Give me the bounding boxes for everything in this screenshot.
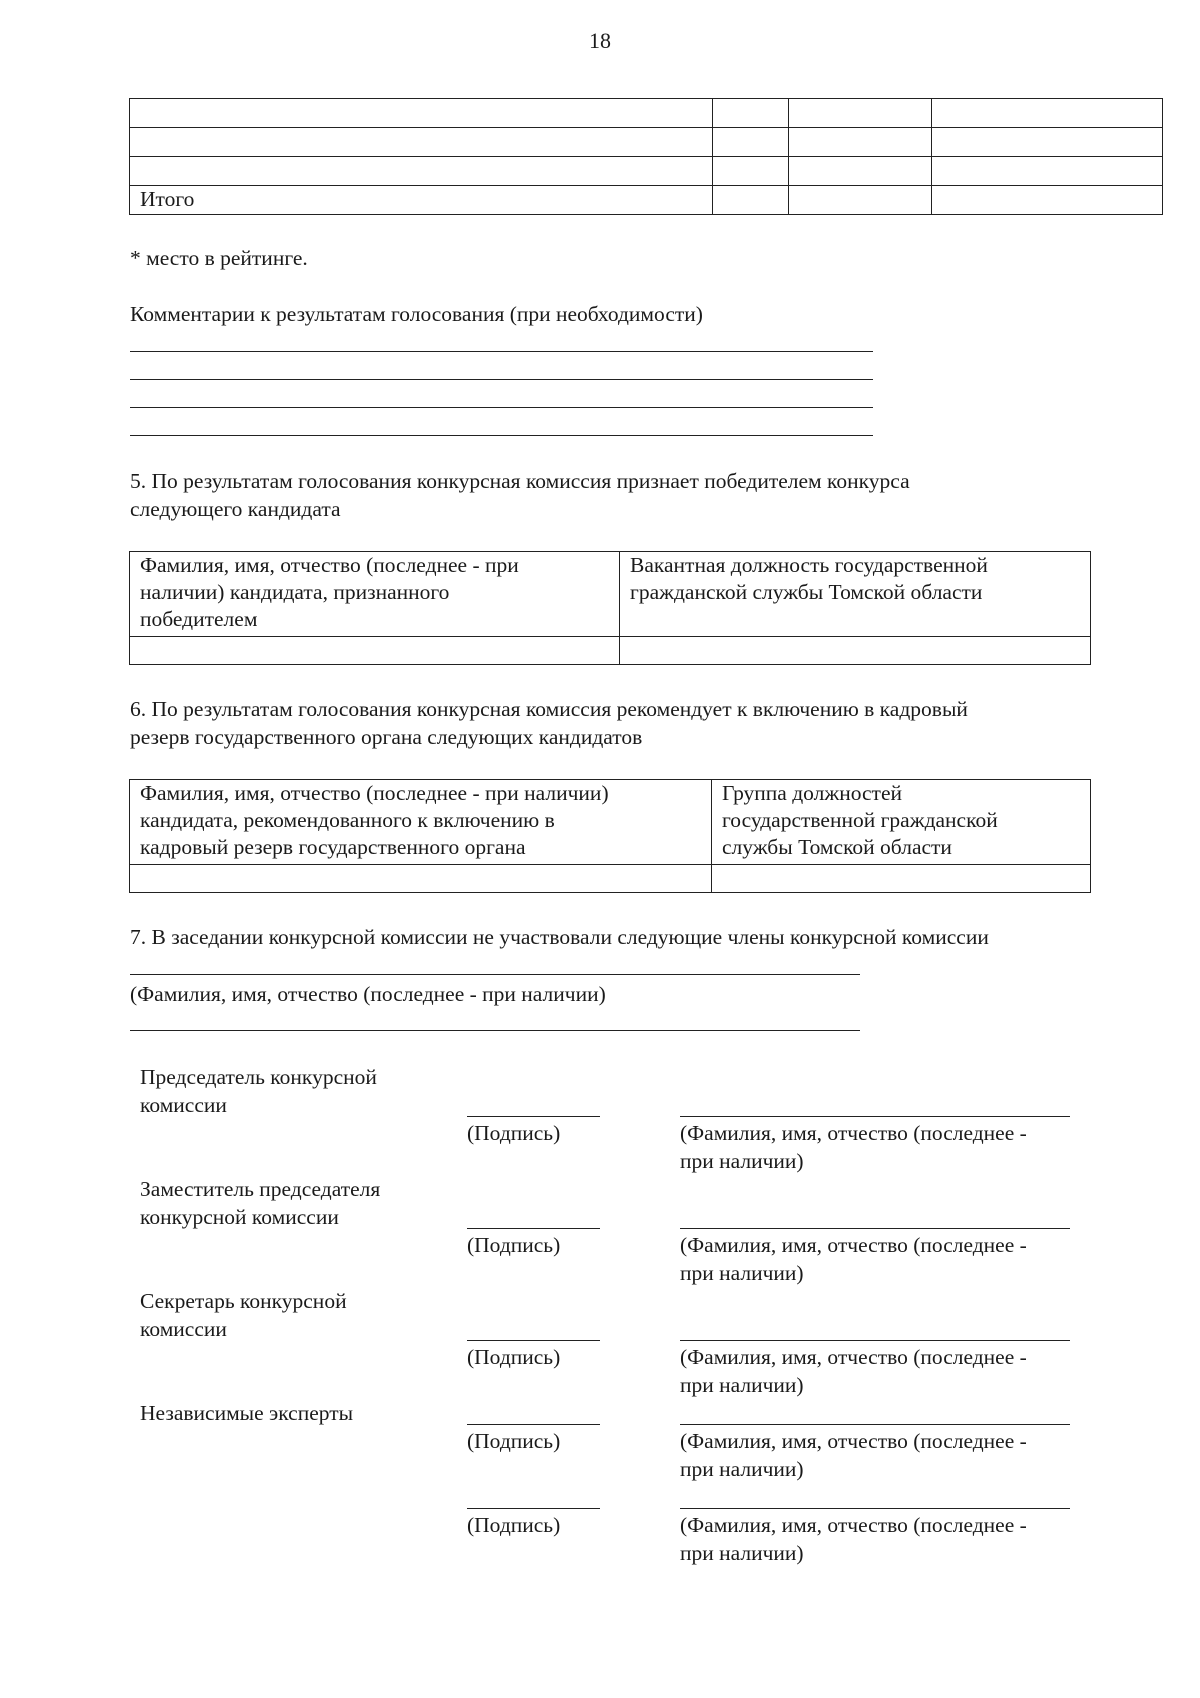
signature-line [467, 1424, 600, 1425]
signature-line [467, 1508, 600, 1509]
header-text: наличии) кандидата, признанного [140, 580, 450, 604]
table-cell [932, 128, 1163, 157]
name-caption: (Фамилия, имя, отчество (последнее - [680, 1121, 1027, 1145]
section-5-heading-cont: следующего кандидата [130, 497, 341, 521]
header-text: Группа должностей [722, 781, 902, 805]
section-6-heading: 6. По результатам голосования конкурсная комиссия рекомендует к включению в кадровый [130, 697, 968, 721]
signature-caption: (Подпись) [467, 1121, 561, 1145]
winner-table [129, 551, 1091, 665]
name-caption: (Фамилия, имя, отчество (последнее - [680, 1429, 1027, 1453]
header-text: кандидата, рекомендованного к включению в [140, 808, 555, 832]
page-number: 18 [589, 28, 611, 53]
signature-line [467, 1116, 600, 1117]
experts-title: Независимые эксперты [140, 1401, 354, 1425]
name-caption-cont: при наличии) [680, 1149, 804, 1173]
footnote: * место в рейтинге. [130, 246, 308, 270]
signature-line [467, 1228, 600, 1229]
name-caption: (Фамилия, имя, отчество (последнее - [680, 1513, 1027, 1537]
table-header-row [130, 780, 1091, 865]
header-text: службы Томской области [722, 835, 952, 859]
name-caption-cont: при наличии) [680, 1541, 804, 1565]
table-cell [789, 186, 932, 215]
chair-title-cont: комиссии [140, 1093, 227, 1117]
name-line [680, 1228, 1070, 1229]
name-line [680, 1340, 1070, 1341]
candidate-name-header [130, 780, 712, 865]
table-cell [620, 637, 1091, 665]
name-caption: (Фамилия, имя, отчество (последнее - [680, 1233, 1027, 1257]
signature-line [467, 1340, 600, 1341]
signature-caption: (Подпись) [467, 1513, 561, 1537]
name-caption-cont: при наличии) [680, 1457, 804, 1481]
name-caption-cont: при наличии) [680, 1261, 804, 1285]
comment-line [130, 435, 873, 436]
vacancy-header [620, 552, 1091, 637]
table-cell [713, 186, 789, 215]
fio-caption: (Фамилия, имя, отчество (последнее - при наличии) [130, 982, 606, 1006]
table-cell [789, 157, 932, 186]
table-row [130, 865, 1091, 893]
deputy-title: Заместитель председателя [140, 1177, 381, 1201]
header-text: Фамилия, имя, отчество (последнее - при [140, 553, 519, 577]
section-7-heading: 7. В заседании конкурсной комиссии не участвовали следующие члены конкурсной комиссии [130, 925, 989, 949]
total-label: Итого [130, 186, 713, 215]
table-cell [130, 128, 713, 157]
signature-caption: (Подпись) [467, 1429, 561, 1453]
signature-caption: (Подпись) [467, 1233, 561, 1257]
absent-member-line [130, 974, 860, 975]
table-cell [130, 157, 713, 186]
signature-caption: (Подпись) [467, 1345, 561, 1369]
table-cell [130, 637, 620, 665]
table-cell [713, 99, 789, 128]
table-cell [932, 157, 1163, 186]
header-text: гражданской службы Томской области [630, 580, 983, 604]
comments-label: Комментарии к результатам голосования (при необходимости) [130, 302, 703, 326]
table-cell [712, 865, 1091, 893]
name-line [680, 1508, 1070, 1509]
table-cell [713, 128, 789, 157]
winner-name-header [130, 552, 620, 637]
name-line [680, 1116, 1070, 1117]
header-text: победителем [140, 607, 258, 631]
deputy-title-cont: конкурсной комиссии [140, 1205, 339, 1229]
comment-line [130, 407, 873, 408]
header-text: кадровый резерв государственного органа [140, 835, 526, 859]
table-cell [932, 99, 1163, 128]
table-cell [789, 99, 932, 128]
comment-line [130, 351, 873, 352]
table-row [130, 157, 1163, 186]
name-caption-cont: при наличии) [680, 1373, 804, 1397]
table-cell [713, 157, 789, 186]
table-row [130, 637, 1091, 665]
table-cell [932, 186, 1163, 215]
table-cell [130, 865, 712, 893]
header-text: Фамилия, имя, отчество (последнее - при наличии) [140, 781, 609, 805]
header-text: Вакантная должность государственной [630, 553, 988, 577]
header-text: государственной гражданской [722, 808, 998, 832]
comment-line [130, 379, 873, 380]
rating-table [129, 98, 1163, 215]
name-line [680, 1424, 1070, 1425]
table-header-row [130, 552, 1091, 637]
position-group-header [712, 780, 1091, 865]
absent-member-line [130, 1030, 860, 1031]
table-row [130, 128, 1163, 157]
table-cell [130, 99, 713, 128]
table-row-total [130, 186, 1163, 215]
reserve-table [129, 779, 1091, 893]
table-cell [789, 128, 932, 157]
name-caption: (Фамилия, имя, отчество (последнее - [680, 1345, 1027, 1369]
table-row [130, 99, 1163, 128]
secretary-title: Секретарь конкурсной [140, 1289, 347, 1313]
section-6-heading-cont: резерв государственного органа следующих кандидатов [130, 725, 643, 749]
chair-title: Председатель конкурсной [140, 1065, 377, 1089]
section-5-heading: 5. По результатам голосования конкурсная комиссия признает победителем конкурса [130, 469, 910, 493]
secretary-title-cont: комиссии [140, 1317, 227, 1341]
